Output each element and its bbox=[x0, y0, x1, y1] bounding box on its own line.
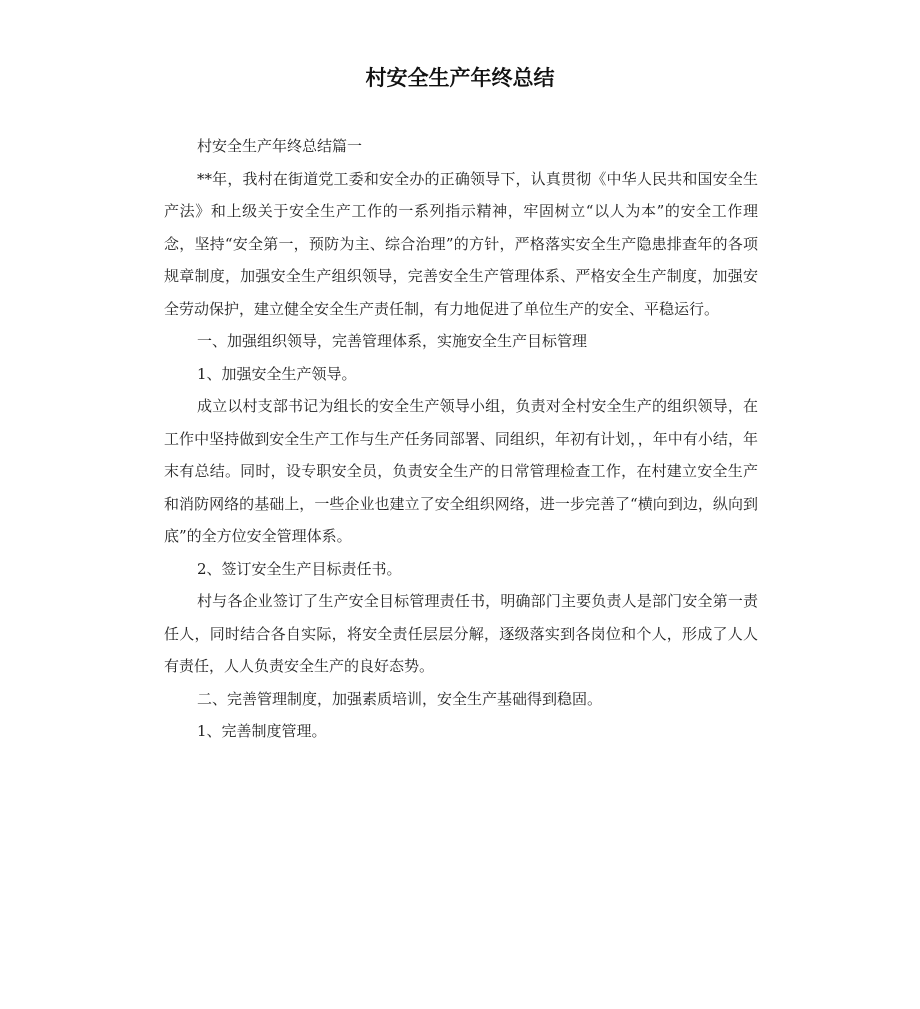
body-paragraph-intro: **年，我村在街道党工委和安全办的正确领导下，认真贯彻《中华人民共和国安全生产法》和上级关于安全生产工作的一系列指示精神，牢固树立“以人为本”的安全工作理念，坚持“安全第一，预防为主、综合治理”的方针，严格落实安全生产隐患排查年的各项规章制度，加强安全生产组织领导，完善安全生产管理体系、严格安全生产制度，加强安全劳动保护，建立健全安全生产责任制，有力地促进了单位生产的安全、平稳运行。 bbox=[164, 169, 758, 318]
document-title: 村安全生产年终总结 bbox=[365, 66, 555, 90]
subheading-2-1: 1、完善制度管理。 bbox=[197, 722, 327, 740]
body-paragraph-responsibility: 村与各企业签订了生产安全目标管理责任书，明确部门主要负责人是部门安全第一责任人，同时结合各自实际，将安全责任层层分解，逐级落实到各岗位和个人，形成了人人有责任，人人负责安全生产的良好态势。 bbox=[164, 592, 758, 675]
section-heading-one: 一、加强组织领导，完善管理体系，实施安全生产目标管理 bbox=[197, 332, 588, 350]
document-body bbox=[164, 130, 758, 748]
section-heading-two: 二、完善管理制度，加强素质培训，安全生产基础得到稳固。 bbox=[197, 689, 603, 708]
subheading-1-2: 2、签订安全生产目标责任书。 bbox=[197, 559, 402, 578]
subheading-1-1: 1、加强安全生产领导。 bbox=[197, 364, 357, 383]
body-paragraph-leadership: 成立以村支部书记为组长的安全生产领导小组，负责对全村安全生产的组织领导，在工作中坚持做到安全生产工作与生产任务同部署、同组织，年初有计划，，年中有小结，年末有总结。同时，设专职安全员，负责安全生产的日常管理检查工作，在村建立安全生产和消防网络的基础上，一些企业也建立了安全组织网络，进一步完善了“横向到边，纵向到底”的全方位安全管理体系。 bbox=[164, 397, 758, 545]
section-heading-part-one: 村安全生产年终总结篇一 bbox=[197, 137, 363, 155]
